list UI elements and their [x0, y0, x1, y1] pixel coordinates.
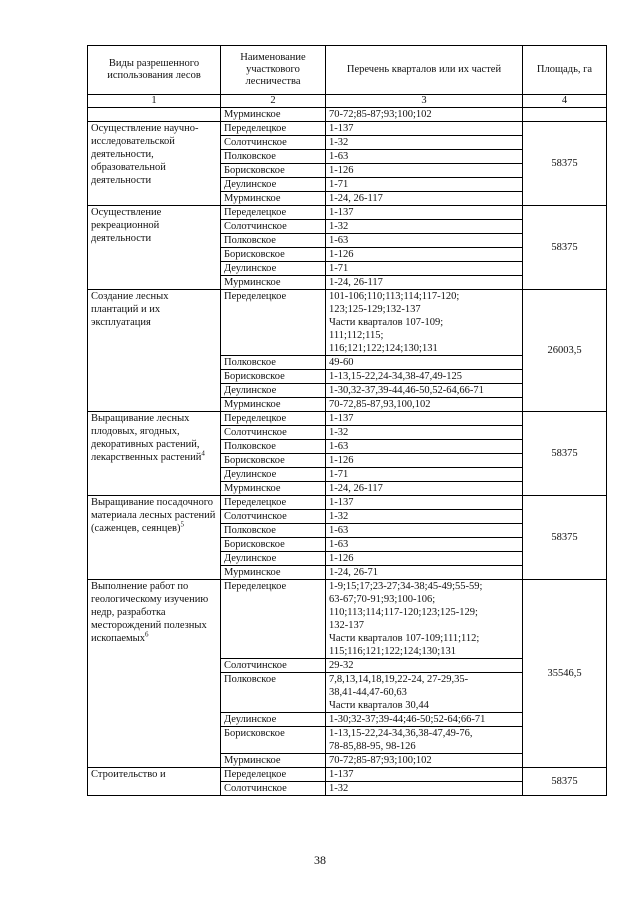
table-row: [88, 768, 607, 782]
forestry-cell: Мурминское: [221, 482, 326, 496]
use-type-cell: [88, 290, 221, 412]
column-number: 3: [326, 95, 523, 108]
quarters-cell: 1-126: [326, 248, 523, 262]
header-forestry: Наименование участкового лесничества: [221, 46, 326, 95]
use-type-label: Создание лесных плантаций и их эксплуатация: [91, 291, 169, 328]
quarters-cell: 1-63: [326, 538, 523, 552]
area-cell: 58375: [523, 768, 607, 796]
use-type-label: Выращивание лесных плодовых, ягодных, декоративных растений, лекарственных растений: [91, 413, 202, 463]
area-cell: 35546,5: [523, 580, 607, 768]
use-type-label: Выращивание посадочного материала лесных растений (саженцев, сеянцев): [91, 497, 216, 534]
forestry-cell: Солотчинское: [221, 136, 326, 150]
quarters-cell: 1-63: [326, 150, 523, 164]
forestry-cell: Деулинское: [221, 178, 326, 192]
area-cell: 58375: [523, 412, 607, 496]
quarters-cell: 1-71: [326, 262, 523, 276]
use-type-label: Строительство и: [91, 769, 166, 780]
table-row: [88, 412, 607, 426]
use-type-cell: [88, 122, 221, 206]
quarters-cell: 1-63: [326, 234, 523, 248]
forestry-cell: Борисковское: [221, 164, 326, 178]
forestry-cell: Переделецкое: [221, 580, 326, 659]
forestry-cell: Солотчинское: [221, 782, 326, 796]
quarters-cell: 1-32: [326, 136, 523, 150]
table-row: [88, 206, 607, 220]
use-type-label: Выполнение работ по геологическому изучению недр, разработка месторождений полезных ископаемых: [91, 581, 209, 644]
forestry-cell: Переделецкое: [221, 412, 326, 426]
forestry-cell: Деулинское: [221, 384, 326, 398]
table-row: [88, 290, 607, 356]
area-cell: [523, 108, 607, 122]
quarters-cell: 1-30,32-37,39-44,46-50,52-64,66-71: [326, 384, 523, 398]
use-type-cell: [88, 206, 221, 290]
forestry-cell: Солотчинское: [221, 220, 326, 234]
area-cell: 58375: [523, 206, 607, 290]
quarters-cell: 1-24, 26-71: [326, 566, 523, 580]
area-cell: 26003,5: [523, 290, 607, 412]
quarters-cell: 1-126: [326, 552, 523, 566]
quarters-cell: 1-32: [326, 782, 523, 796]
forestry-cell: Мурминское: [221, 566, 326, 580]
forestry-cell: Переделецкое: [221, 768, 326, 782]
forestry-cell: Переделецкое: [221, 496, 326, 510]
forest-use-table: [87, 45, 607, 796]
header-type: Виды разрешенного использования лесов: [88, 46, 221, 95]
quarters-cell: 7,8,13,14,18,19,22-24, 27-29,35- 38,41-44,47-60,63 Части кварталов 30,44: [326, 673, 523, 713]
forestry-cell: Мурминское: [221, 192, 326, 206]
area-cell: 58375: [523, 122, 607, 206]
use-type-cell: [88, 580, 221, 768]
column-number: 4: [523, 95, 607, 108]
forestry-cell: Переделецкое: [221, 122, 326, 136]
forestry-cell: Мурминское: [221, 276, 326, 290]
forestry-cell: Борисковское: [221, 454, 326, 468]
quarters-cell: 1-137: [326, 496, 523, 510]
footnote-marker: 4: [201, 449, 205, 458]
forestry-cell: Полковское: [221, 440, 326, 454]
forestry-cell: Полковское: [221, 356, 326, 370]
forestry-cell: Полковское: [221, 524, 326, 538]
use-type-cell: [88, 768, 221, 796]
forestry-cell: Полковское: [221, 150, 326, 164]
quarters-cell: 1-13,15-22,24-34,36,38-47,49-76, 78-85,88-95, 98-126: [326, 727, 523, 754]
quarters-cell: 70-72;85-87;93;100;102: [326, 754, 523, 768]
carry-over-row: [88, 108, 607, 122]
quarters-cell: 1-126: [326, 164, 523, 178]
quarters-cell: 1-24, 26-117: [326, 192, 523, 206]
header-area: Площадь, га: [523, 46, 607, 95]
quarters-cell: 1-30;32-37;39-44;46-50;52-64;66-71: [326, 713, 523, 727]
quarters-cell: 70-72,85-87,93,100,102: [326, 398, 523, 412]
forestry-cell: Мурминское: [221, 108, 326, 122]
forestry-cell: Борисковское: [221, 370, 326, 384]
quarters-cell: 1-32: [326, 510, 523, 524]
forestry-cell: Деулинское: [221, 262, 326, 276]
forestry-cell: Солотчинское: [221, 510, 326, 524]
quarters-cell: 1-71: [326, 178, 523, 192]
quarters-cell: 1-63: [326, 440, 523, 454]
forestry-cell: Деулинское: [221, 552, 326, 566]
header-row: [88, 46, 607, 95]
forestry-cell: Мурминское: [221, 754, 326, 768]
quarters-cell: 1-13,15-22,24-34,38-47,49-125: [326, 370, 523, 384]
forestry-cell: Борисковское: [221, 248, 326, 262]
column-number: 2: [221, 95, 326, 108]
forestry-cell: Деулинское: [221, 713, 326, 727]
area-cell: 58375: [523, 496, 607, 580]
column-number: 1: [88, 95, 221, 108]
table-row: [88, 580, 607, 659]
page-number: 38: [314, 853, 326, 867]
quarters-cell: 1-137: [326, 412, 523, 426]
table-row: [88, 122, 607, 136]
quarters-cell: 1-71: [326, 468, 523, 482]
forestry-cell: Полковское: [221, 673, 326, 713]
quarters-cell: 101-106;110;113;114;117-120; 123;125-129;132-137 Части кварталов 107-109; 111;112;115; 116;121;122;124;130;131: [326, 290, 523, 356]
forestry-cell: Мурминское: [221, 398, 326, 412]
quarters-cell: 1-32: [326, 426, 523, 440]
quarters-cell: 49-60: [326, 356, 523, 370]
quarters-cell: 1-32: [326, 220, 523, 234]
table-row: [88, 496, 607, 510]
quarters-cell: 70-72;85-87;93;100;102: [326, 108, 523, 122]
quarters-cell: 29-32: [326, 659, 523, 673]
footnote-marker: 6: [145, 630, 149, 639]
quarters-cell: 1-24, 26-117: [326, 276, 523, 290]
type-cell: [88, 108, 221, 122]
forestry-cell: Борисковское: [221, 538, 326, 552]
quarters-cell: 1-9;15;17;23-27;34-38;45-49;55-59; 63-67;70-91;93;100-106; 110;113;114;117-120;123;125-129; 132-137 Части кварталов 107-109;111;112; 115;116;121;122;124;130;131: [326, 580, 523, 659]
forestry-cell: Солотчинское: [221, 426, 326, 440]
quarters-cell: 1-63: [326, 524, 523, 538]
use-type-cell: [88, 496, 221, 580]
use-type-label: Осуществление научно-исследовательской деятельности, образовательной деятельности: [91, 123, 199, 186]
column-number-row: [88, 95, 607, 108]
forestry-cell: Борисковское: [221, 727, 326, 754]
forestry-cell: Солотчинское: [221, 659, 326, 673]
quarters-cell: 1-137: [326, 768, 523, 782]
forestry-cell: Переделецкое: [221, 206, 326, 220]
forestry-cell: Деулинское: [221, 468, 326, 482]
quarters-cell: 1-126: [326, 454, 523, 468]
use-type-label: Осуществление рекреационной деятельности: [91, 207, 162, 244]
footnote-marker: 5: [180, 520, 184, 529]
forestry-cell: Переделецкое: [221, 290, 326, 356]
quarters-cell: 1-137: [326, 122, 523, 136]
quarters-cell: 1-137: [326, 206, 523, 220]
forestry-cell: Полковское: [221, 234, 326, 248]
quarters-cell: 1-24, 26-117: [326, 482, 523, 496]
header-quarters: Перечень кварталов или их частей: [326, 46, 523, 95]
use-type-cell: [88, 412, 221, 496]
